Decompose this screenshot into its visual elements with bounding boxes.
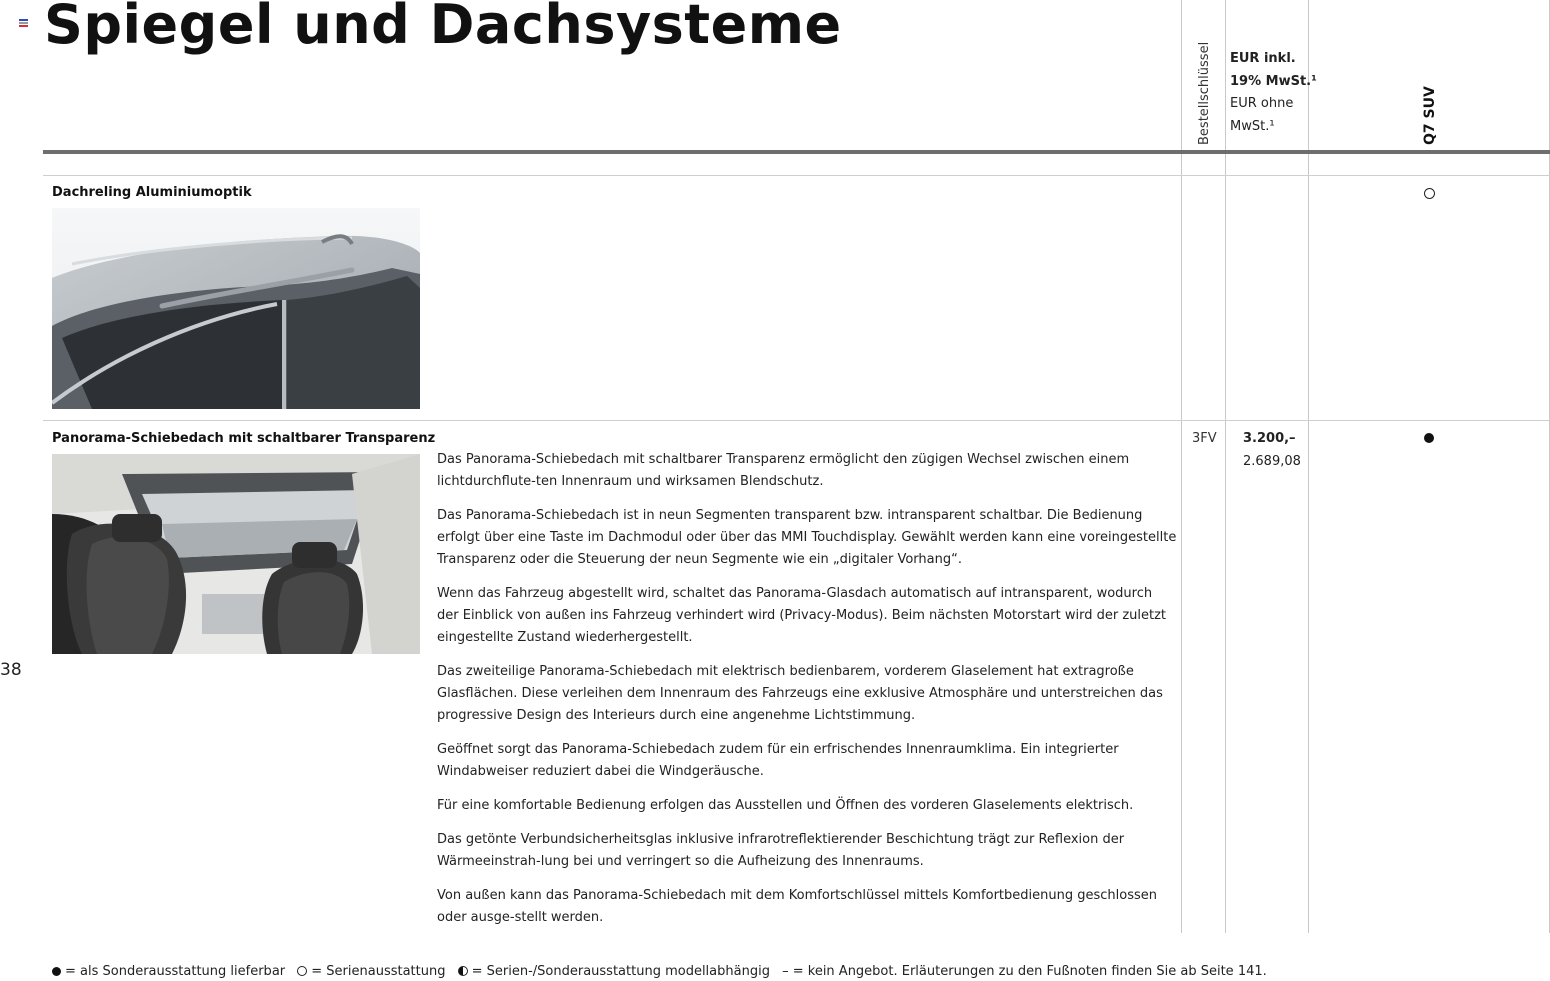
description-paragraph: Das Panorama-Schiebedach mit schaltbarer Transparenz ermöglicht den zügigen Wechsel zwischen einem lichtdurchflute-ten Innenraum und wirksamen Blendschutz. <box>437 452 1130 489</box>
page-title: Spiegel und Dachsysteme <box>44 0 842 56</box>
price-incl-label: EUR inkl. <box>1230 51 1296 66</box>
panorama-roof-photo <box>52 454 420 654</box>
option-title: Dachreling Aluminiumoptik <box>52 185 252 200</box>
availability-standard-icon <box>1424 188 1435 199</box>
description-paragraph: Wenn das Fahrzeug abgestellt wird, schaltet das Panorama-Glasdach automatisch auf intransparent, wodurch der Einblick von außen ins Fahrzeug verhindert wird (Privacy-Modus). Beim nächsten Motorstart wird der zuletzt eingestellte Zustand wiederhergestellt. <box>437 586 1167 645</box>
model-header: Q7 SUV <box>1422 86 1438 145</box>
description-paragraph: Das Panorama-Schiebedach ist in neun Segmenten transparent bzw. intransparent schaltbar. Die Bedienung erfolgt über eine Taste im Dachmodul oder über das MMI Touchdisplay. Gewählt werden kann eine voreingestellte Transparenz oder die Steuerung der neun Segmente wie ein „digitaler Vorhang“. <box>437 508 1177 567</box>
row-divider <box>43 420 1550 421</box>
option-title: Panorama-Schiebedach mit schaltbarer Transparenz <box>52 431 436 446</box>
order-key-header: Bestellschlüssel <box>1197 41 1212 145</box>
filled-circle-icon <box>52 967 61 976</box>
legend <box>52 964 1267 979</box>
description-paragraph: Von außen kann das Panorama-Schiebedach mit dem Komfortschlüssel mittels Komfortbedienung geschlossen oder ausge-stellt werden. <box>437 888 1157 925</box>
order-code: 3FV <box>1192 431 1217 446</box>
price-cell <box>1243 427 1301 473</box>
page-number: 38 <box>0 660 22 680</box>
column-divider <box>1181 0 1182 933</box>
description-paragraph: Für eine komfortable Bedienung erfolgen das Ausstellen und Öffnen des vorderen Glaselements elektrisch. <box>437 798 1134 813</box>
legend-standard: = Serienausstattung <box>311 964 446 979</box>
option-description <box>437 449 1177 941</box>
open-circle-icon <box>297 966 307 976</box>
description-paragraph: Das zweiteilige Panorama-Schiebedach mit elektrisch bedienbarem, vorderem Glaselement hat extragroße Glasflächen. Diese verleihen dem Innenraum des Fahrzeugs eine exklusive Atmosphäre und unterstreichen das progressive Design des Interieurs durch eine angenehme Lichtstimmung. <box>437 664 1163 723</box>
price-excl-label: MwSt.¹ <box>1230 118 1275 134</box>
column-divider <box>1308 0 1309 933</box>
header-rule <box>43 150 1550 154</box>
availability-optional-icon <box>1424 433 1434 443</box>
description-paragraph: Geöffnet sorgt das Panorama-Schiebedach zudem für ein erfrischendes Innenraumklima. Ein integrierter Windabweiser reduziert dabei die Windgeräusche. <box>437 742 1119 779</box>
row-divider <box>43 175 1550 176</box>
legend-model-dependent: = Serien-/Sonderausstattung modellabhängig <box>471 964 770 979</box>
price-incl-value: 3.200,– <box>1243 431 1296 446</box>
menu-icon[interactable] <box>19 19 28 27</box>
price-incl-label: 19% MwSt.¹ <box>1230 73 1317 89</box>
description-paragraph: Das getönte Verbundsicherheitsglas inklusive infrarotreflektierender Beschichtung trägt zur Reflexion der Wärmeeinstrah-lung bei und verringert so die Aufheizung des Innenraums. <box>437 832 1125 869</box>
price-header <box>1230 48 1317 138</box>
legend-optional: = als Sonderausstattung lieferbar <box>65 964 286 979</box>
price-excl-label: EUR ohne <box>1230 96 1294 111</box>
roof-rail-photo <box>52 208 420 409</box>
column-divider <box>1225 0 1226 933</box>
half-circle-icon <box>458 966 468 976</box>
legend-none: – = kein Angebot. Erläuterungen zu den Fußnoten finden Sie ab Seite 141. <box>782 964 1267 979</box>
price-excl-value: 2.689,08 <box>1243 454 1301 469</box>
